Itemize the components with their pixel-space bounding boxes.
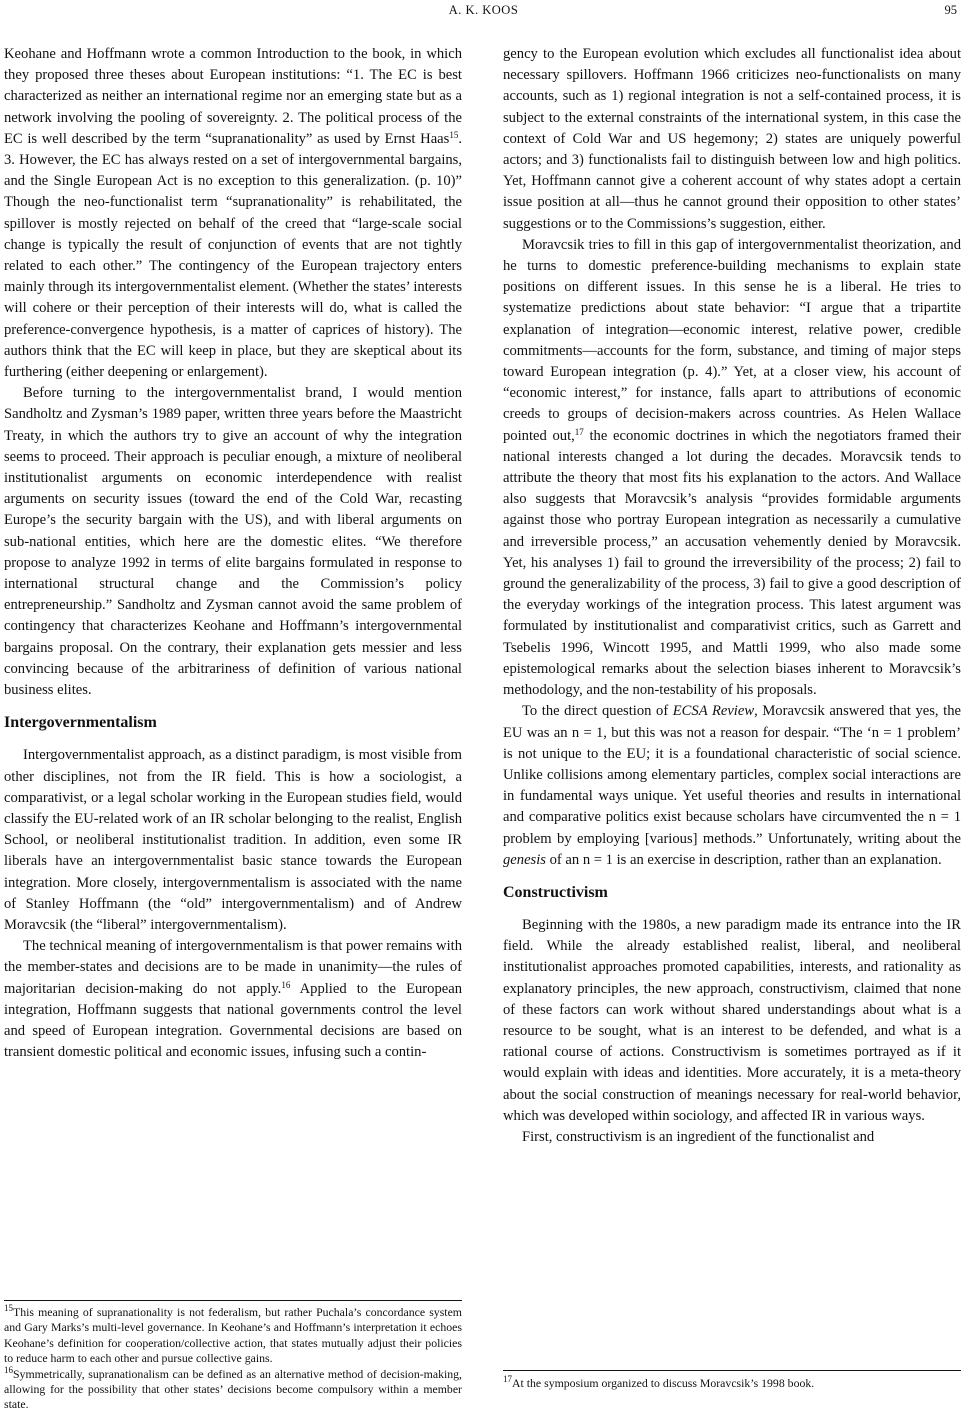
- emphasis: genesis: [503, 851, 546, 868]
- footnote-15: [4, 1305, 462, 1367]
- paragraph-text: , Moravcsik answered that yes, the EU was an n = 1, but this was not a reason for despair. “The ‘n = 1 problem’ is not unique to the EU; it is a foundational characteristic of social science. Unlike collisions among elementary particles, complex social interactions are in fundamental ways unique. Yet useful theories and results in international and comparative politics exist because scholars have circumvented the n = 1 problem by employing [various] methods.” Unfortunately, writing about the: [503, 703, 961, 847]
- footnote-17: [503, 1376, 961, 1391]
- footnote-ref-17: 17: [574, 426, 584, 437]
- paragraph-text: Keohane and Hoffmann wrote a common Introduction to the book, in which they proposed three theses about European institutions: “1. The EC is best characterized as neither an international regime nor an emerging state but as a network involving the pooling of sovereignty. 2. The political process of the EC is well described by the term “supranationality” as used by Ernst Haas: [4, 46, 462, 147]
- paragraph-text: The technical meaning of intergovernmentalism is that power remains with the member-states and decisions are to be made in unanimity—the rules of majoritarian decision-making do not apply.: [4, 938, 462, 997]
- paragraph: Before turning to the intergovernmentalist brand, I would mention Sandholtz and Zysman’s 1989 paper, written three years before the Maastricht Treaty, in which the authors try to give an account of why the integration seems to proceed. Their approach is peculiar enough, a mixture of neoliberal institutionalist arguments on economic interdependence with realist arguments on security issues (toward the end of the Cold War, recasting Europe’s the security bargain with the US), and with liberal arguments on sub-national entities, which here are the domestic elites. “We therefore propose to analyze 1992 in terms of elite bargains formulated in response to international structural change and the Commission’s policy entrepreneurship.” Sandholtz and Zysman cannot avoid the same problem of contingency that characterizes Keohane and Hoffmann’s intergovernmental bargains proposal. On the contrary, their explanation gets messier and less convincing because of the arbitrariness of definition of various national business elites.: [4, 385, 462, 699]
- footnote-ref-16: 16: [281, 979, 291, 990]
- paragraph: [503, 235, 961, 701]
- paragraph-text: . 3. However, the EC has always rested on a set of intergovernmental bargains, and the Single European Act is no exception to this generalization. (p. 10)” Though the neo-functionalist term “supranationality” is rehabilitated, the spillover is mostly rejected on behalf of the creed that “large-scale social change is typically the result of conjunction of events that are not tightly related to each other.” The contingency of the European trajectory enters mainly through its intergovernmentalist element. (Whether the states’ interests will cohere or their perception of their interests will do, what is called the preference-convergence hypothesis, is a matter of caprices of history). The authors think that the EC will keep in place, but they are skeptical about its furthering (either deepening or enlargement).: [4, 130, 462, 381]
- paragraph: gency to the European evolution which excludes all functionalist idea about necessary spillovers. Hoffmann 1966 criticizes neo-functionalists on many accounts, such as 1) regional integration is not a self-contained process, it is subject to the external constraints of the international system, in this case the context of Cold War and US hegemony; 2) states are uniquely powerful actors; and 3) functionalists fail to distinguish between low and high politics. Yet, Hoffmann cannot give a coherent account of why states adopt a certain issue position at all—thus he cannot ground their opposition to other states’ suggestions or to the Commissions’s suggestion, either.: [503, 46, 961, 232]
- paragraph-text: Applied to the European integration, Hoffmann suggests that national governments control the level and speed of European integration. Governmental decisions are based on transient domestic political and economic issues, infusing such a contin-: [4, 980, 463, 1061]
- paragraph-text: To the direct question of: [522, 703, 673, 720]
- paragraph-text: the economic doctrines in which the negotiators framed their national interests changed a lot during the decades. Moravcsik tends to attribute the theory that most fits his explanation to the actors. And Wallace also suggests that Moravcsik’s analysis “provides formidable arguments against those who portray European integration as necessarily a cumulative and irreversible process,” an accusation vehemently denied by Moravcsik. Yet, his analyses 1) fail to ground the irreversibility of the process; 2) fail to ground the generalizability of the process, 3) fail to give a good description of the everyday workings of the integration process. This latest argument was formulated by institutionalist and comparativist critics, such as Garrett and Tsebelis 1996, Wincott 1995, and Mattli 1999, who also made some epistemological remarks about the selection biases inherent to Moravcsik’s methodology, and the non-testability of his proposals.: [503, 427, 961, 699]
- footnote-number: 17: [503, 1374, 512, 1384]
- running-author: A. K. KOOS: [448, 3, 519, 17]
- footnote-text: This meaning of supranationality is not federalism, but rather Puchala’s concordance system and Gary Marks’s multi-level governance. In Keohane’s and Hoffmann’s interpretation it echoes Keohane’s definition for cooperation/collective action, that states mutually adjust their policies to reduce harm to each other and pursue collective gains.: [4, 1305, 462, 1366]
- footnotes-right: [503, 1370, 961, 1391]
- footnote-text: At the symposium organized to discuss Moravcsik’s 1998 book.: [512, 1376, 815, 1390]
- journal-title: ECSA Review: [672, 703, 755, 720]
- footnote-ref-15: 15: [449, 129, 459, 140]
- paragraph-text: of an n = 1 is an exercise in description, rather than an explanation.: [545, 851, 942, 868]
- paragraph: Intergovernmentalist approach, as a distinct paradigm, is most visible from other disciplines, not from the IR field. This is how a sociologist, a comparativist, or a legal scholar working in the European studies field, would classify the EU-related work of an IR scholar belonging to the realist, English School, or neoliberal institutionalist tradition. In addition, even some IR liberals have an intergovernmentalist basic stance towards the European integration. More closely, intergovernmentalism is associated with the name of Stanley Hoffmann (the “old” intergovernmentalism) and of Andrew Moravcsik (the “liberal” intergovernmentalism).: [4, 747, 462, 933]
- footnotes-left: [4, 1300, 462, 1413]
- left-column: [4, 44, 462, 1063]
- footnote-text: Symmetrically, supranationalism can be defined as an alternative method of decision-making, allowing for the possibility that other states’ decisions become compulsory within a member state.: [4, 1366, 462, 1412]
- right-column: [503, 44, 961, 1148]
- page-number: 95: [944, 3, 957, 17]
- footnote-16: [4, 1364, 462, 1413]
- paragraph: First, constructivism is an ingredient of the functionalist and: [522, 1128, 875, 1145]
- paragraph: [4, 936, 462, 1063]
- paragraph: [503, 701, 961, 871]
- section-heading-constructivism: Constructivism: [503, 883, 608, 901]
- running-header: [0, 0, 967, 26]
- paragraph: [4, 44, 462, 383]
- footnote-number: 16: [4, 1364, 13, 1375]
- paragraph-text: Moravcsik tries to fill in this gap of intergovernmentalist theorization, and he turns to domestic preference-building mechanisms to explain state positions on different issues. In this sense he is a liberal. He tries to systematize predictions about state behavior: “I argue that a tripartite explanation of integration—economic interest, relative power, credible commitments—accounts for the form, substance, and timing of major steps toward European integration (p. 4).” Yet, at a closer view, his account of “economic interest,” for instance, falls apart to attributions of economic creeds to groups of decision-makers across countries. As Helen Wallace pointed out,: [503, 236, 961, 444]
- section-heading-intergovernmentalism: Intergovernmentalism: [4, 714, 157, 732]
- footnote-number: 15: [4, 1303, 13, 1313]
- paragraph: Beginning with the 1980s, a new paradigm made its entrance into the IR field. While the already established realist, liberal, and neoliberal institutionalist approaches promoted capabilities, interests, and rationality as explanatory principles, the new approach, constructivism, claimed that none of these factors can work without shared understandings about what is a resource to be sought, what is an interest to be defended, and what is a rational course of actions. Constructivism is sometimes portrayed as if it would explain with ideas and identities. More accurately, it is a meta-theory about the social construction of meanings necessary for real-world behavior, which was developed within sociology, and affected IR in various ways.: [503, 916, 961, 1124]
